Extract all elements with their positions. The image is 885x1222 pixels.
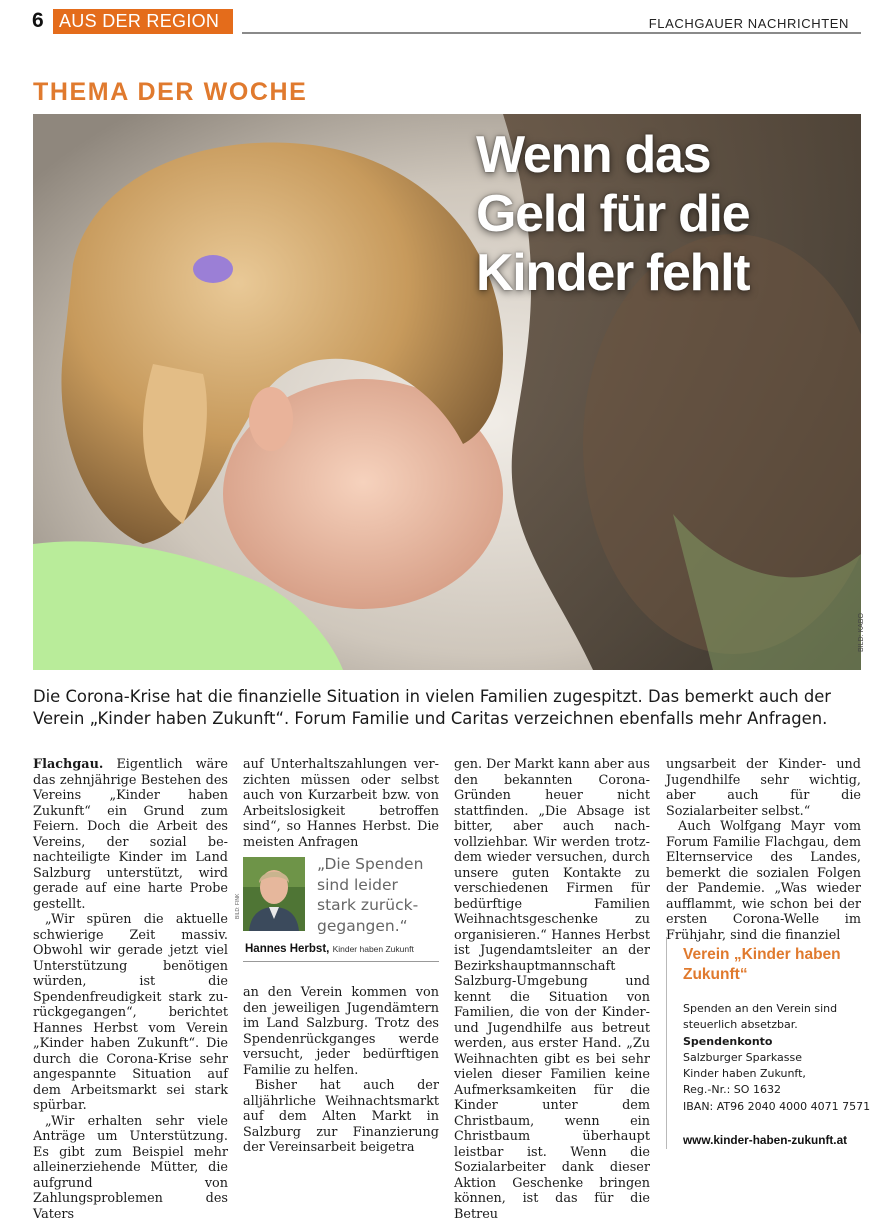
account-line: Salzburger Sparkasse bbox=[683, 1050, 866, 1066]
paragraph: an den Verein kommen von den jeweiligen Jugendämtern im Land Salzburg. Trotz des Spendenrückganges werde versucht, jeder bedürftigen Familie zu helfen. bbox=[243, 985, 439, 1078]
headline-line: Kinder fehlt bbox=[476, 244, 856, 303]
article-column-2-bottom bbox=[243, 985, 439, 1156]
header-rule bbox=[242, 32, 861, 34]
info-line: Spenden an den Verein sind bbox=[683, 1001, 866, 1017]
portrait-illustration bbox=[243, 857, 305, 931]
section-tag: AUS DER REGION bbox=[53, 9, 233, 34]
info-box-text bbox=[683, 1001, 866, 1115]
article-column-4 bbox=[666, 757, 861, 943]
info-box-title: Verein „Kinder haben Zukunft“ bbox=[683, 945, 866, 985]
account-line: Kinder haben Zukunft, bbox=[683, 1066, 866, 1082]
photo-credit: BILD: KABO bbox=[858, 613, 865, 652]
portrait-credit: BILD: FINK bbox=[235, 894, 241, 919]
paragraph: Auch Wolfgang Mayr vom Forum Familie Flachgau, dem Elternservice des Landes, bemerkt die sozialen Folgen der Pandemie. „Was wieder aufflammt, wie schon bei der ersten Corona-Welle im Frühjahr, sind die finanziel bbox=[666, 819, 861, 943]
article-column-1 bbox=[33, 757, 228, 1222]
paragraph: „Wir spüren die aktuelle schwierige Zeit massiv. Obwohl wir gerade jetzt viel Unterstützung benötigen würden, ist die Spendenfreudigkeit stark zurückgegangen“, berichtet Hannes Herbst vom Verein „Kinder haben Zukunft“. Die durch die Corona-Krise sehr angespannte Situation auf dem Arbeitsmarkt sei stark spürbar. bbox=[33, 912, 228, 1114]
article-column-3 bbox=[454, 757, 650, 1222]
info-box bbox=[666, 937, 866, 1149]
headline bbox=[476, 126, 856, 303]
quote-name: Hannes Herbst, bbox=[245, 943, 329, 955]
quote-rule bbox=[243, 961, 439, 962]
paragraph: Bisher hat auch der alljährliche Weihnachtsmarkt auf dem Alten Markt in Salzburg zur Finanzierung der Vereinsarbeit beigetra bbox=[243, 1078, 439, 1156]
account-line: Reg.-Nr.: SO 1632 bbox=[683, 1082, 866, 1098]
dateline: Flachgau. bbox=[33, 757, 103, 772]
publication-name: FLACHGAUER NACHRICHTEN bbox=[649, 16, 849, 31]
quote-text: „Die Spenden sind leider stark zurückgegangen.“ bbox=[317, 854, 437, 936]
headline-line: Wenn das bbox=[476, 126, 856, 185]
paragraph: ungsarbeit der Kinder- und Jugendhilfe sehr wichtig, aber auch für die Sozialarbeiter selbst.“ bbox=[666, 757, 861, 819]
paragraph: auf Unterhaltszahlungen verzichten müssen oder selbst auch von Kurzarbeit bzw. von Arbeitslosigkeit betroffen sind“, so Hannes Herbst. Die meisten Anfragen bbox=[243, 757, 439, 850]
lead-paragraph: Die Corona-Krise hat die finanzielle Situation in vielen Familien zugespitzt. Das bemerkt auch der Verein „Kinder haben Zukunft“. Forum Familie und Caritas verzeichnen ebenfalls mehr Anfragen. bbox=[33, 686, 863, 730]
paragraph bbox=[33, 757, 228, 912]
quote-role: Kinder haben Zukunft bbox=[333, 944, 414, 954]
account-label: Spendenkonto bbox=[683, 1034, 866, 1050]
account-line: IBAN: AT96 2040 4000 4071 7571 bbox=[683, 1099, 866, 1115]
headline-line: Geld für die bbox=[476, 185, 856, 244]
paragraph-text: Eigentlich wäre das zehnjährige Bestehen des Vereins „Kinder haben Zukunft“ ein Grund zum Feiern. Doch die Arbeit des Vereins, der sozial benachteiligte Kinder im Land Salzburg unterstützt, wird gerade auf eine harte Probe gestellt. bbox=[33, 757, 228, 912]
article-column-2-top bbox=[243, 757, 439, 850]
paragraph: gen. Der Markt kann aber aus den bekannten Corona-Gründen heuer nicht stattfinden. „Die Absage ist bitter, aber auch nachvollziehbar. Wir werden trotzdem wieder versuchen, durch unsere guten Kontakte zu verschiedenen Firmen für bedürftige Familien Weihnachtsgeschenke zu organisieren.“ Hannes Herbst ist Jugendamtsleiter an der Bezirkshauptmannschaft Salzburg-Umgebung und kennt die Situation von Familien, die von der Kinder- und Jugendhilfe aus betreut werden, aus erster Hand. „Zu Weihnachten gibt es bei sehr vielen dieser Familien keine Aufmerksamkeiten für die Kinder unter dem Christbaum, wenn ein Christbaum überhaupt leistbar ist. Wenn die Sozialarbeiter dank dieser Aktion Geschenke bringen können, ist das für die Betreu bbox=[454, 757, 650, 1222]
pull-quote bbox=[243, 857, 439, 963]
info-line: steuerlich absetzbar. bbox=[683, 1017, 866, 1033]
kicker: THEMA DER WOCHE bbox=[33, 78, 307, 107]
portrait-photo bbox=[243, 857, 305, 931]
quote-attribution bbox=[245, 943, 414, 955]
website-link[interactable]: www.kinder-haben-zukunft.at bbox=[683, 1133, 866, 1147]
paragraph: „Wir erhalten sehr viele Anträge um Unterstützung. Es gibt zum Beispiel mehr alleinerziehende Mütter, die aufgrund von Zahlungsproblemen des Vaters bbox=[33, 1114, 228, 1222]
page-number: 6 bbox=[32, 9, 44, 33]
